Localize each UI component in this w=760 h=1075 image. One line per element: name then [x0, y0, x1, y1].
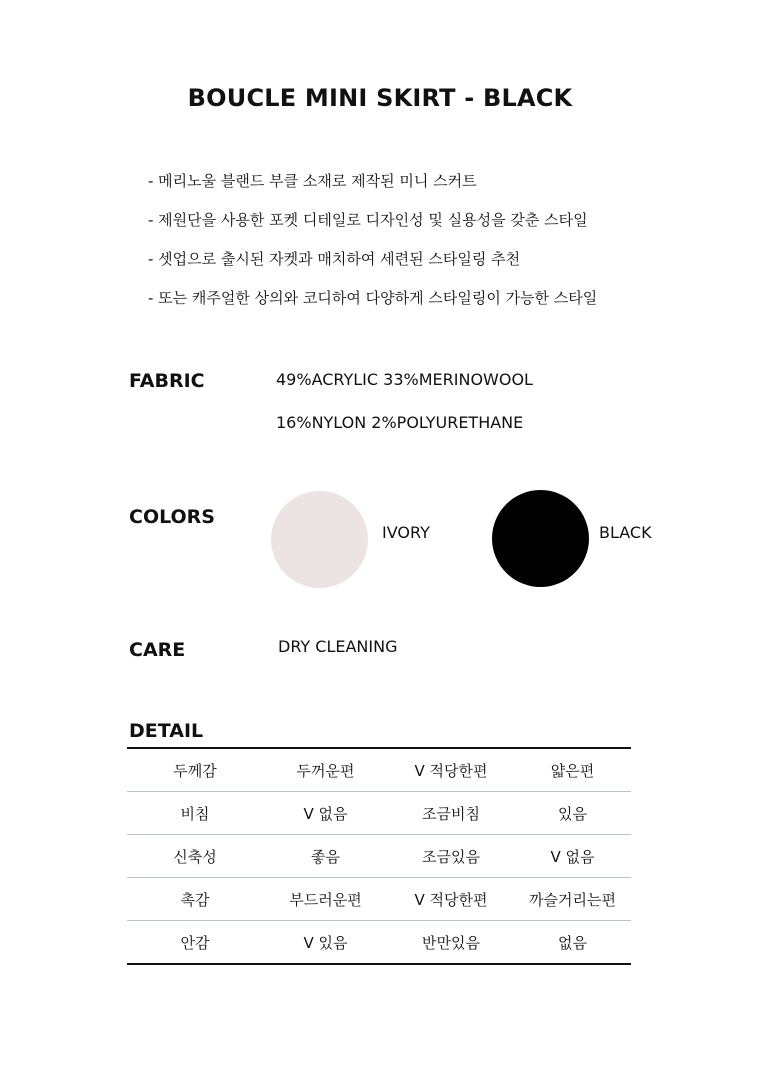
detail-option: 조금있음 — [388, 835, 514, 878]
detail-option: 있음 — [514, 792, 631, 835]
description-list — [148, 170, 597, 326]
detail-option: 부드러운편 — [263, 878, 388, 921]
detail-option: 좋음 — [263, 835, 388, 878]
table-row — [127, 921, 631, 965]
description-item: - 메리노울 블랜드 부클 소재로 제작된 미니 스커트 — [148, 172, 477, 190]
color-name-ivory: IVORY — [382, 523, 430, 542]
color-name-black: BLACK — [599, 523, 652, 542]
table-row — [127, 792, 631, 835]
detail-option: 두꺼운편 — [263, 748, 388, 792]
detail-option: 없음 — [514, 921, 631, 965]
detail-table — [127, 747, 631, 965]
color-swatch-ivory — [271, 491, 368, 588]
detail-option: V 없음 — [263, 792, 388, 835]
care-label: CARE — [129, 639, 186, 661]
detail-category: 안감 — [127, 921, 263, 965]
description-item: - 또는 캐주얼한 상의와 코디하여 다양하게 스타일링이 가능한 스타일 — [148, 289, 598, 307]
detail-label: DETAIL — [129, 720, 204, 742]
detail-option: V 없음 — [514, 835, 631, 878]
detail-category: 촉감 — [127, 878, 263, 921]
table-row — [127, 748, 631, 792]
description-item: - 셋업으로 출시된 자켓과 매치하여 세련된 스타일링 추천 — [148, 250, 521, 268]
table-row — [127, 878, 631, 921]
detail-category: 신축성 — [127, 835, 263, 878]
care-value: DRY CLEANING — [278, 637, 398, 656]
colors-label: COLORS — [129, 506, 215, 528]
detail-category: 두께감 — [127, 748, 263, 792]
fabric-label: FABRIC — [129, 370, 205, 392]
detail-option: V 적당한편 — [388, 748, 514, 792]
product-title: BOUCLE MINI SKIRT - BLACK — [187, 84, 573, 112]
color-swatch-black — [492, 490, 589, 587]
detail-category: 비침 — [127, 792, 263, 835]
table-row — [127, 835, 631, 878]
description-item: - 제원단을 사용한 포켓 디테일로 디자인성 및 실용성을 갖춘 스타일 — [148, 211, 588, 229]
detail-option: 얇은편 — [514, 748, 631, 792]
fabric-composition-line2: 16%NYLON 2%POLYURETHANE — [276, 413, 524, 432]
detail-option: 조금비침 — [388, 792, 514, 835]
fabric-composition-line1: 49%ACRYLIC 33%MERINOWOOL — [276, 370, 533, 389]
detail-option: 반만있음 — [388, 921, 514, 965]
detail-option: V 적당한편 — [388, 878, 514, 921]
detail-option: 까슬거리는편 — [514, 878, 631, 921]
detail-option: V 있음 — [263, 921, 388, 965]
